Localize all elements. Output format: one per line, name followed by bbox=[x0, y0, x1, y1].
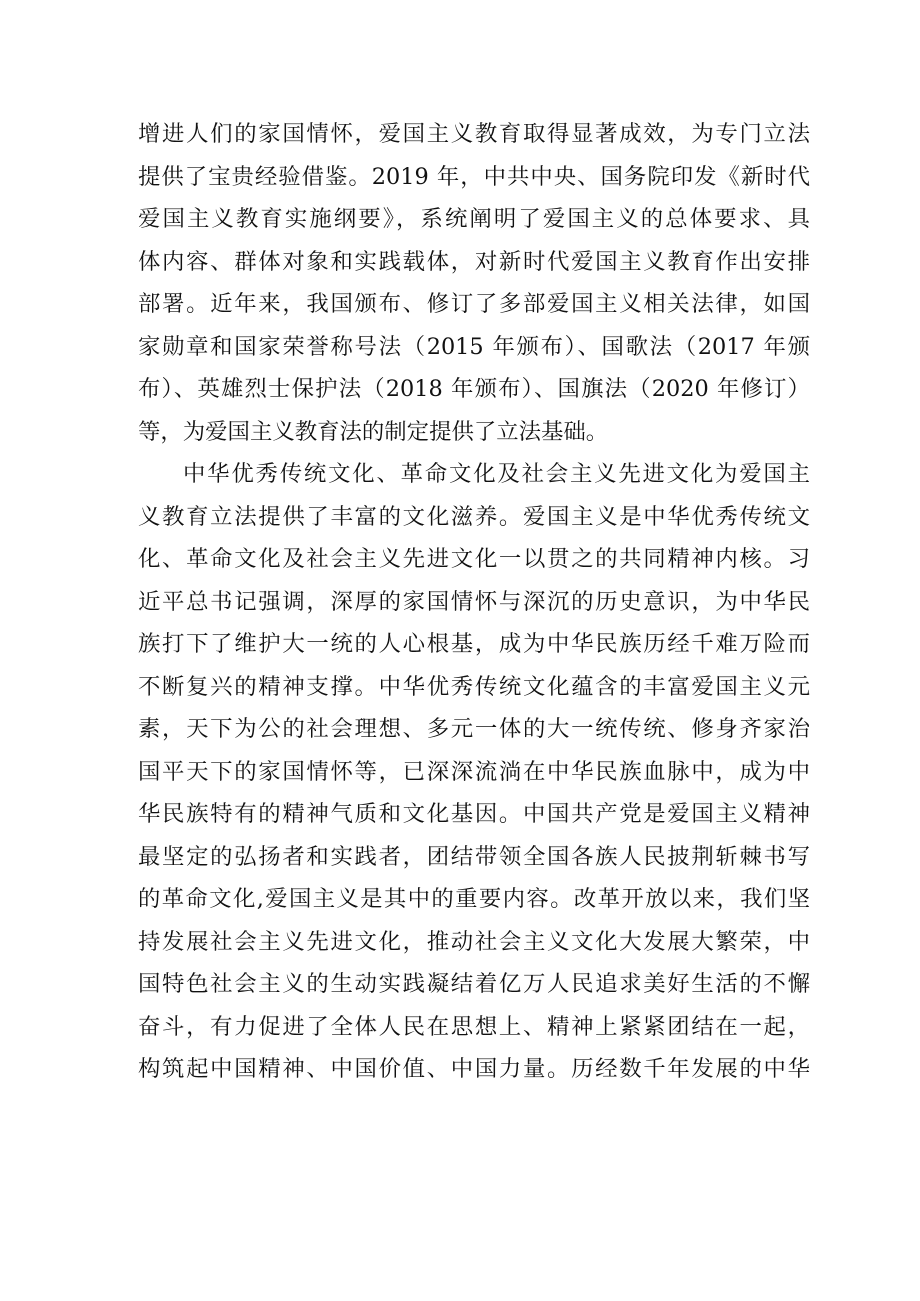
text-line: 构筑起中国精神、中国价值、中国力量。历经数千年发展的中华 bbox=[138, 1056, 810, 1082]
text-line: 体内容、群体对象和实践载体，对新时代爱国主义教育作出安排 bbox=[138, 248, 810, 275]
text-line: 素，天下为公的社会理想、多元一体的大一统传统、修身齐家治 bbox=[138, 716, 810, 742]
text-line: 义教育立法提供了丰富的文化滋养。爱国主义是中华优秀传统文 bbox=[138, 503, 810, 530]
text-line: 布）、英雄烈士保护法（2018 年颁布）、国旗法（2020 年修订） bbox=[138, 376, 810, 402]
text-line: 族打下了维护大一统的人心根基，成为中华民族历经千难万险而 bbox=[138, 631, 810, 657]
text-line: 国平天下的家国情怀等，已深深流淌在中华民族血脉中，成为中 bbox=[138, 758, 810, 785]
text-line: 最坚定的弘扬者和实践者，团结带领全国各族人民披荆斩棘书写 bbox=[138, 843, 810, 870]
text-line: 家勋章和国家荣誉称号法（2015 年颁布）、国歌法（2017 年颁 bbox=[138, 333, 810, 360]
text-line: 提供了宝贵经验借鉴。2019 年，中共中央、国务院印发《新时代 bbox=[138, 163, 810, 190]
text-line: 中华优秀传统文化、革命文化及社会主义先进文化为爱国主 bbox=[183, 461, 810, 487]
text-line: 持发展社会主义先进文化，推动社会主义文化大发展大繁荣，中 bbox=[138, 928, 810, 955]
text-line: 近平总书记强调，深厚的家国情怀与深沉的历史意识，为中华民 bbox=[138, 588, 810, 615]
text-line: 奋斗，有力促进了全体人民在思想上、精神上紧紧团结在一起， bbox=[138, 1013, 810, 1040]
text-line: 增进人们的家国情怀，爱国主义教育取得显著成效，为专门立法 bbox=[138, 121, 810, 147]
text-line: 等，为爱国主义教育法的制定提供了立法基础。 bbox=[138, 418, 609, 445]
text-line: 的革命文化,爱国主义是其中的重要内容。改革开放以来，我们坚 bbox=[138, 886, 810, 912]
paragraph-2 bbox=[138, 453, 810, 1091]
text-line: 爱国主义教育实施纲要》，系统阐明了爱国主义的总体要求、具 bbox=[138, 206, 810, 232]
text-line: 华民族特有的精神气质和文化基因。中国共产党是爱国主义精神 bbox=[138, 801, 810, 827]
paragraph-1 bbox=[138, 113, 810, 453]
body-text bbox=[138, 113, 810, 1091]
text-line: 化、革命文化及社会主义先进文化一以贯之的共同精神内核。习 bbox=[138, 546, 810, 572]
text-line: 国特色社会主义的生动实践凝结着亿万人民追求美好生活的不懈 bbox=[138, 971, 810, 997]
text-line: 部署。近年来，我国颁布、修订了多部爱国主义相关法律，如国 bbox=[138, 291, 810, 317]
text-line: 不断复兴的精神支撑。中华优秀传统文化蕴含的丰富爱国主义元 bbox=[138, 673, 810, 700]
